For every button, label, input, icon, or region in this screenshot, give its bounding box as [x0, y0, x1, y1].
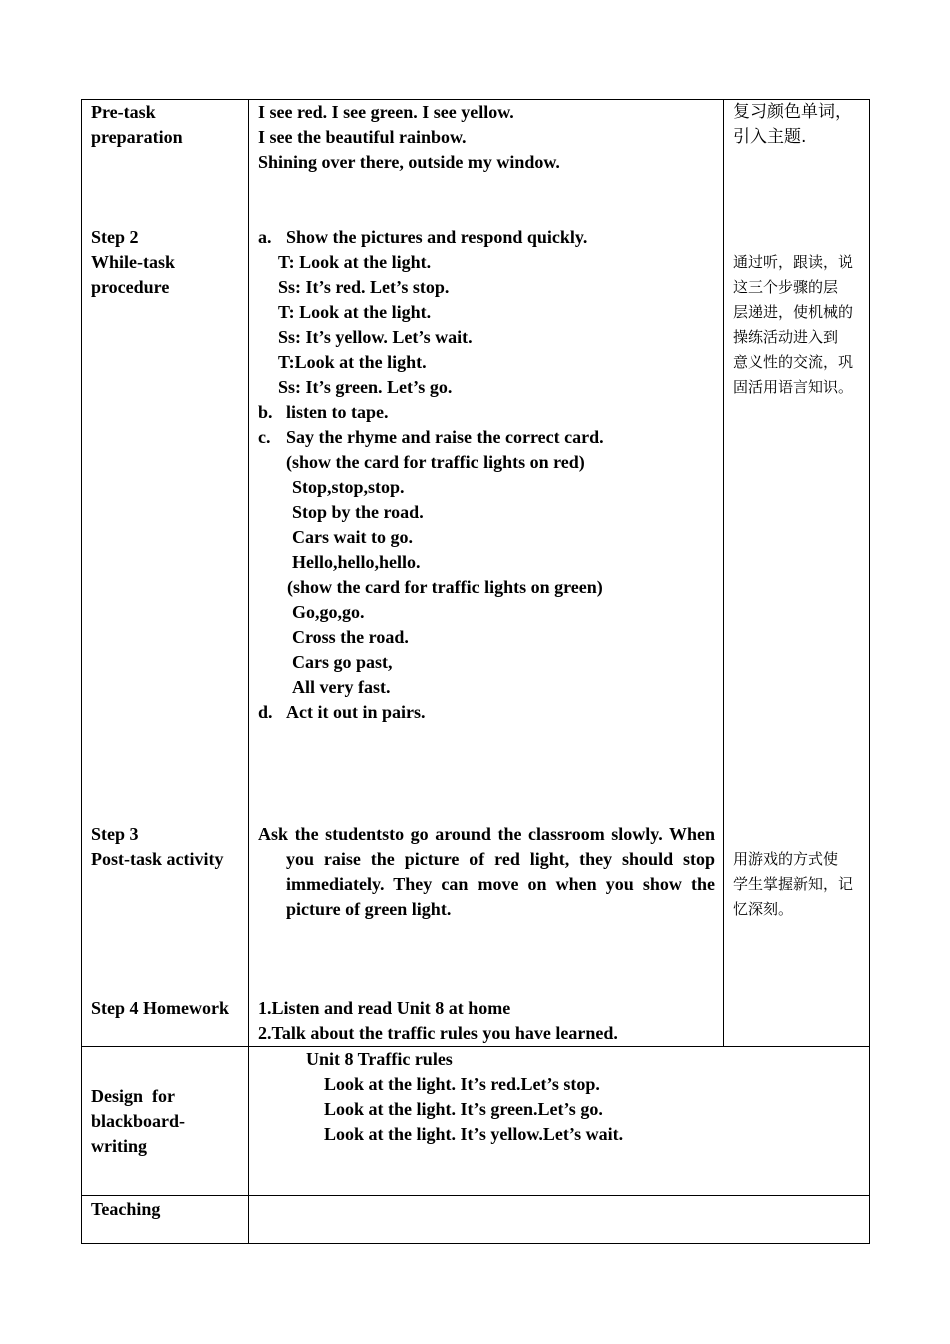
blackboard-title: Unit 8 Traffic rules	[306, 1049, 453, 1069]
step2-marker-d: d.	[258, 702, 273, 722]
teaching-label: Teaching	[91, 1199, 161, 1219]
rhyme-line: Stop by the road.	[292, 502, 424, 522]
step2-item-line: T:Look at the light.	[278, 352, 427, 372]
step2-item-line: (show the card for traffic lights on green)	[287, 577, 603, 597]
step4-content-line-2: 2.Talk about the traffic rules you have learned.	[258, 1023, 618, 1043]
table-border-left	[81, 99, 82, 1244]
rhyme-line: Go,go,go.	[292, 602, 365, 622]
blackboard-line-3: Look at the light. It’s yellow.Let’s wait.	[324, 1124, 624, 1144]
step2-label-line-2: While-task	[91, 252, 176, 272]
blackboard-label-line-3: writing	[91, 1136, 147, 1156]
step2-note-line-1: 通过听，跟读，说	[733, 253, 854, 271]
step2-item-line: Ss: It’s yellow. Let’s wait.	[278, 327, 473, 347]
blackboard-line-1: Look at the light. It’s red.Let’s stop.	[324, 1074, 600, 1094]
rhyme-line: Cross the road.	[292, 627, 409, 647]
step2-marker-c: c.	[258, 427, 271, 447]
step2-item-line: Act it out in pairs.	[286, 702, 426, 722]
step2-item-line: (show the card for traffic lights on red)	[286, 452, 585, 472]
table-border-right	[869, 99, 870, 1244]
step3-note-line-1: 用游戏的方式使	[733, 850, 839, 868]
pre-task-note-line-2: 引入主题.	[733, 127, 807, 147]
column-divider-1	[248, 99, 249, 1244]
step4-label: Step 4 Homework	[91, 998, 229, 1018]
step3-label-line-2: Post-task activity	[91, 849, 224, 869]
step2-item-line: Ss: It’s green. Let’s go.	[278, 377, 453, 397]
step3-label-line-1: Step 3	[91, 824, 139, 844]
blackboard-label-line-1: Design for	[91, 1086, 175, 1106]
rhyme-line: Cars go past,	[292, 652, 393, 672]
step2-label-line-1: Step 2	[91, 227, 139, 247]
step3-note-line-3: 忆深刻。	[733, 900, 794, 918]
step2-item-line: T: Look at the light.	[278, 252, 432, 272]
step2-marker-a: a.	[258, 227, 272, 247]
step4-content-line-1: 1.Listen and read Unit 8 at home	[258, 998, 511, 1018]
step3-content: Ask the studentsto go around the classroom slowly. When you raise the picture of red light, they should stop immediately. They can move on when you show the picture of green light.	[258, 824, 715, 919]
rhyme-line: All very fast.	[292, 677, 391, 697]
step2-note-line-2: 这三个步骤的层	[733, 278, 839, 296]
rhyme-line: Hello,hello,hello.	[292, 552, 421, 572]
step3-note-line-2: 学生掌握新知，记	[733, 875, 854, 893]
step2-label-line-3: procedure	[91, 277, 170, 297]
step2-note-line-5: 意义性的交流，巩	[733, 353, 854, 371]
pre-task-content-line-3: Shining over there, outside my window.	[258, 152, 560, 172]
step2-item-line: Show the pictures and respond quickly.	[286, 227, 588, 247]
column-divider-2	[723, 99, 724, 1047]
table-border-bottom	[81, 1243, 870, 1244]
step2-note-line-3: 层递进，使机械的	[733, 303, 854, 321]
step2-note-line-6: 固活用语言知识。	[733, 378, 854, 396]
pre-task-label-line-2: preparation	[91, 127, 183, 147]
step2-note-line-4: 操练活动进入到	[733, 328, 839, 346]
step2-item-line: Say the rhyme and raise the correct card.	[286, 427, 604, 447]
rhyme-line: Stop,stop,stop.	[292, 477, 405, 497]
step2-item-line: T: Look at the light.	[278, 302, 432, 322]
step2-marker-b: b.	[258, 402, 273, 422]
step2-item-line: Ss: It’s red. Let’s stop.	[278, 277, 450, 297]
blackboard-line-2: Look at the light. It’s green.Let’s go.	[324, 1099, 603, 1119]
step2-item-line: listen to tape.	[286, 402, 389, 422]
pre-task-content-line-1: I see red. I see green. I see yellow.	[258, 102, 514, 122]
row-divider-1	[81, 1046, 870, 1047]
pre-task-label-line-1: Pre-task	[91, 102, 156, 122]
rhyme-line: Cars wait to go.	[292, 527, 413, 547]
row-divider-2	[81, 1195, 870, 1196]
pre-task-note-line-1: 复习颜色单词，	[733, 102, 852, 122]
blackboard-label-line-2: blackboard-	[91, 1111, 186, 1131]
pre-task-content-line-2: I see the beautiful rainbow.	[258, 127, 467, 147]
